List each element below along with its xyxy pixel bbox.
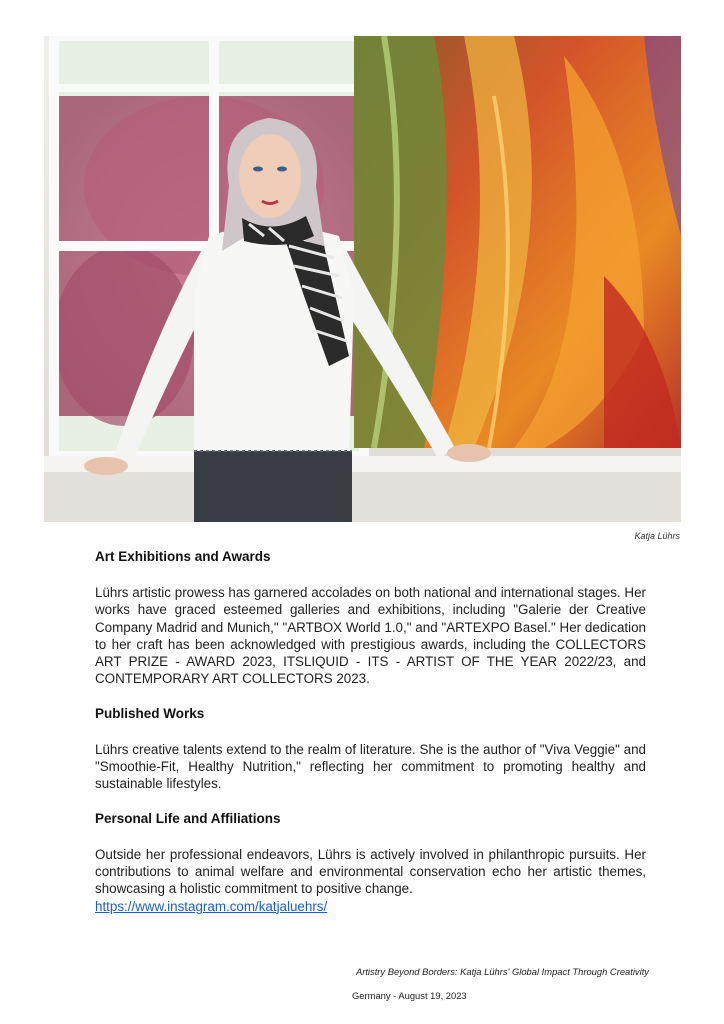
section-body-personal-life: Outside her professional endeavors, Lührs is actively involved in philanthropic pursuits. Her contributions to animal welfare and environmental conservation echo her artistic themes, showcasing a holistic commitment to positive change. (95, 846, 646, 897)
section-heading-published-works: Published Works (95, 705, 205, 721)
section-body-published-works: Lührs creative talents extend to the realm of literature. She is the author of "Viva Veggie" and "Smoothie-Fit, Healthy Nutrition," reflecting her commitment to promoting healthy and sustainable lifestyles. (95, 741, 646, 792)
artist-photo-illustration (44, 36, 681, 522)
section-body-exhibitions: Lührs artistic prowess has garnered accolades on both national and international stages. Her works have graced esteemed galleries and exhibitions, including "Galerie der Creative Company Madrid and Munich," "ARTBOX World 1.0," and "ARTEXPO Basel." Her dedication to her craft has been acknowledged with prestigious awards, including the COLLECTORS ART PRIZE - AWARD 2023, ITSLIQUID - ITS - ARTIST OF THE YEAR 2022/23, and CONTEMPORARY ART COLLECTORS 2023. (95, 585, 646, 687)
article-body (95, 548, 646, 916)
photo-caption: Katja Lührs (634, 531, 680, 541)
artist-photo (44, 36, 681, 522)
section-heading-personal-life: Personal Life and Affiliations (95, 810, 281, 826)
footer-article-title: Artistry Beyond Borders: Katja Lührs' Global Impact Through Creativity (355, 966, 649, 977)
section-heading-exhibitions: Art Exhibitions and Awards (95, 549, 271, 564)
footer-dateline: Germany - August 19, 2023 (352, 990, 467, 1001)
instagram-link[interactable]: https://www.instagram.com/katjaluehrs/ (95, 898, 328, 914)
